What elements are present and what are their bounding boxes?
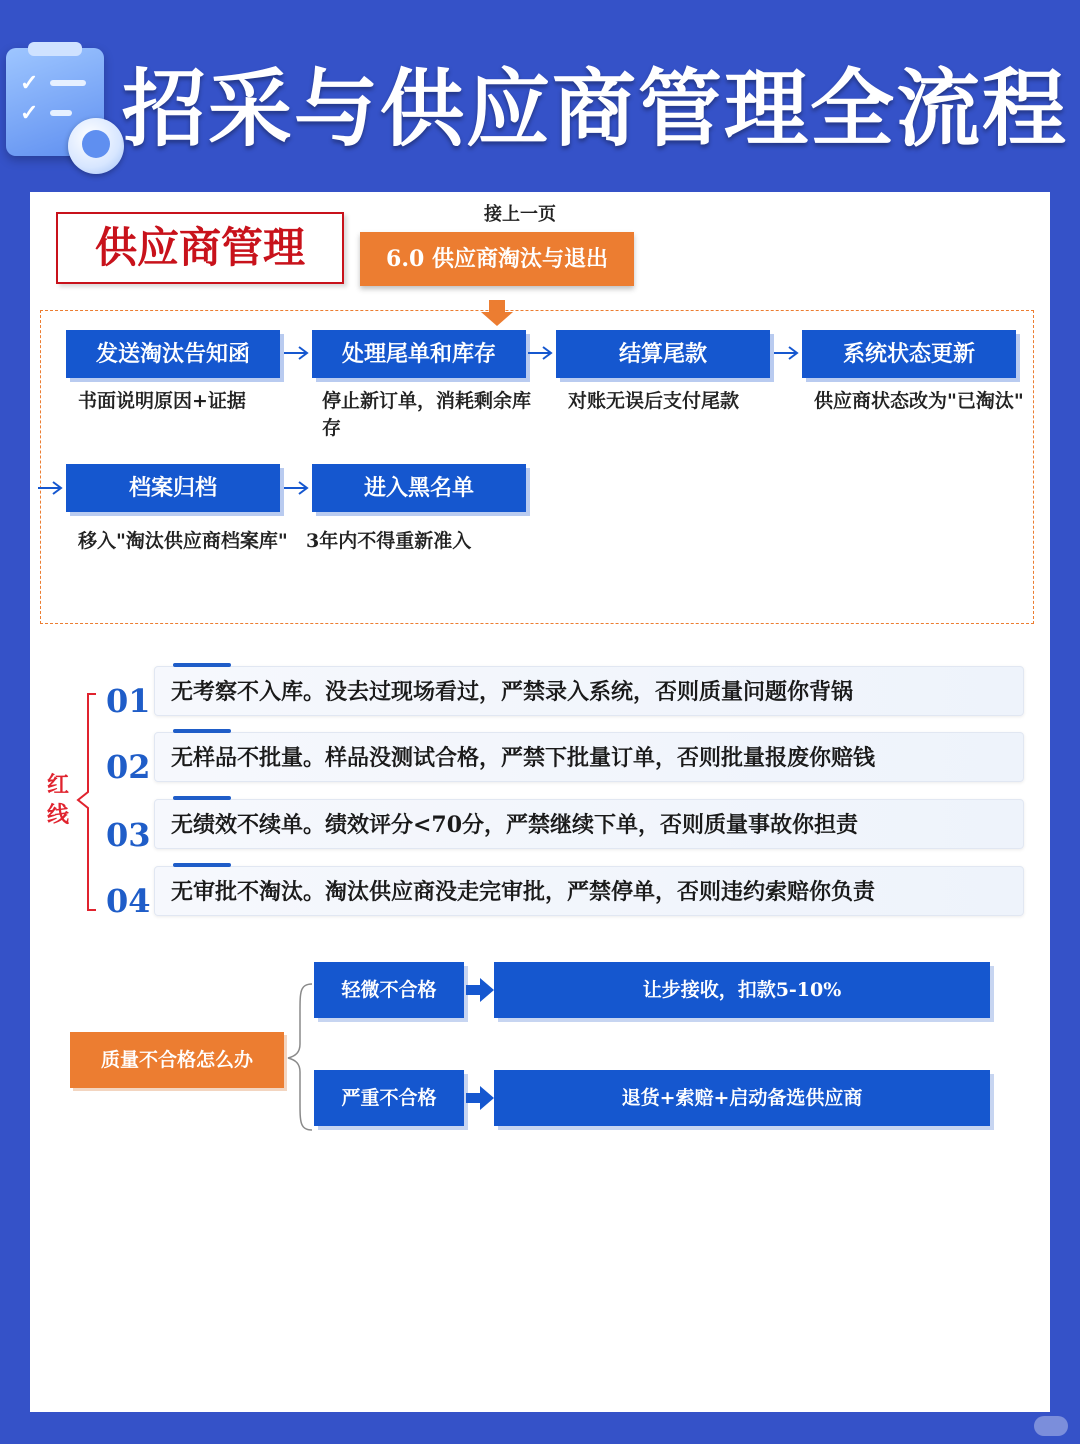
- flow-step-1-desc: 书面说明原因+证据: [78, 390, 246, 412]
- flow-step-6-desc: 3年内不得重新准入: [306, 530, 472, 552]
- clipboard-icon: ✓ ✓: [6, 48, 104, 156]
- red-line-bracket: [74, 692, 104, 912]
- quality-question: 质量不合格怎么办: [70, 1032, 284, 1088]
- rule-number-4: 04: [106, 882, 151, 920]
- flow-step-2: 处理尾单和库存: [312, 330, 526, 378]
- rule-item-1: [154, 666, 1024, 716]
- rule-item-4: [154, 866, 1024, 916]
- rule-text-3: 无绩效不续单。绩效评分<70分，严禁继续下单，否则质量事故你担责: [171, 812, 859, 838]
- watermark-logo: [1034, 1416, 1068, 1436]
- arrow-right-icon: [284, 345, 310, 361]
- flow-step-6: 进入黑名单: [312, 464, 526, 512]
- rule-item-3: [154, 799, 1024, 849]
- flow-step-4-desc: 供应商状态改为"已淘汰": [814, 390, 1024, 412]
- continue-note: 接上一页: [484, 204, 556, 225]
- content-card: [30, 192, 1050, 1412]
- rule-text-4: 无审批不淘汰。淘汰供应商没走完审批，严禁停单，否则违约索赔你负责: [171, 879, 876, 905]
- rule-text-2: 无样品不批量。样品没测试合格，严禁下批量订单，否则批量报废你赔钱: [171, 745, 876, 771]
- rule-number-3: 03: [106, 816, 151, 854]
- section-title: 供应商管理: [56, 212, 344, 284]
- rule-number-2: 02: [106, 748, 151, 786]
- arrow-right-icon: [284, 480, 310, 496]
- flow-step-3-desc: 对账无误后支付尾款: [568, 390, 740, 412]
- rule-number-1: 01: [106, 682, 151, 720]
- flow-step-5-desc: 移入"淘汰供应商档案库": [78, 530, 288, 552]
- action-minor: 让步接收，扣款5-10%: [494, 962, 990, 1018]
- action-severe: 退货+索赔+启动备选供应商: [494, 1070, 990, 1126]
- arrow-right-icon: [466, 1086, 494, 1110]
- stage-title: 6.0 供应商淘汰与退出: [360, 232, 634, 286]
- page-title: 招采与供应商管理全流程: [122, 60, 1069, 158]
- arrow-right-icon: [774, 345, 800, 361]
- rule-text-1: 无考察不入库。没去过现场看过，严禁录入系统，否则质量问题你背锅: [171, 679, 854, 705]
- flow-step-4: 系统状态更新: [802, 330, 1016, 378]
- header: [0, 0, 1080, 190]
- arrow-right-icon: [466, 978, 494, 1002]
- arrow-right-icon: [38, 480, 64, 496]
- level-severe: 严重不合格: [314, 1070, 464, 1126]
- quality-brace: [286, 982, 316, 1132]
- flow-step-1: 发送淘汰告知函: [66, 330, 280, 378]
- flow-step-2-desc: 停止新订单，消耗剩余库存: [322, 390, 532, 439]
- flow-step-3: 结算尾款: [556, 330, 770, 378]
- arrow-right-icon: [528, 345, 554, 361]
- level-minor: 轻微不合格: [314, 962, 464, 1018]
- flow-step-5: 档案归档: [66, 464, 280, 512]
- rule-item-2: [154, 732, 1024, 782]
- team-badge-icon: [68, 118, 124, 174]
- red-line-label: 红线: [46, 772, 69, 828]
